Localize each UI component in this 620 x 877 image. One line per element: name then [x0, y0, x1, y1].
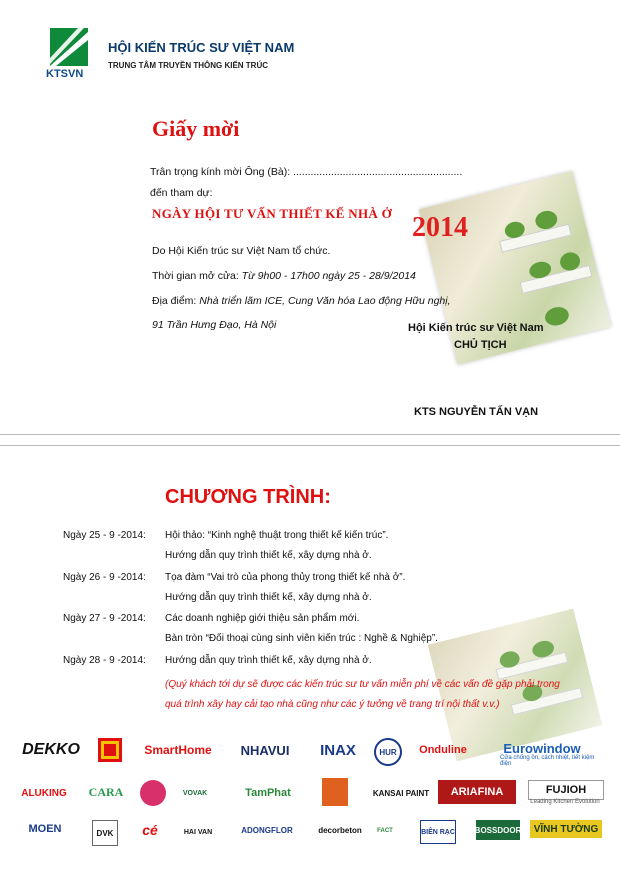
interior-photo — [419, 171, 611, 364]
organizer-line: Do Hội Kiến trúc sư Việt Nam tổ chức. — [152, 245, 331, 257]
photo-plant — [543, 305, 571, 328]
sponsor-logo: FACT — [377, 828, 393, 834]
logo-emblem-icon — [50, 28, 88, 66]
invitation-title: Giấy mời — [152, 116, 240, 141]
logo-text: KTSVN — [46, 68, 84, 80]
sponsor-logo: INAX — [320, 741, 356, 759]
program-title: CHƯƠNG TRÌNH: — [165, 486, 331, 508]
event-name: NGÀY HỘI TƯ VẤN THIẾT KẾ NHÀ Ở — [152, 206, 393, 221]
sponsor-logo: FUJIOH — [528, 780, 604, 800]
signer-name: KTS NGUYỄN TẤN VẠN — [414, 406, 539, 418]
sponsor-logo: Onduline — [419, 744, 467, 756]
sponsor-logo: ARIAFINA — [438, 780, 516, 804]
program-date: Ngày 27 - 9 -2014: — [63, 613, 146, 624]
sponsor-logo: TamPhat — [245, 787, 291, 799]
place-label: Địa điểm: — [152, 295, 197, 307]
sponsor-logo: VĨNH TƯỜNG — [530, 820, 602, 838]
sponsor-logo: VOVAK — [182, 789, 208, 797]
signer-organization: Hội Kiến trúc sư Việt Nam — [408, 322, 544, 334]
program-date: Ngày 25 - 9 -2014: — [63, 530, 146, 541]
sponsor-logo: HUR — [374, 738, 402, 766]
sponsor-logo: Eurowindow — [503, 740, 581, 756]
program-item: Hướng dẫn quy trình thiết kế, xây dựng nhà ở. — [165, 592, 372, 603]
sponsor-emblem-icon — [140, 780, 166, 806]
program-note: (Quý khách tới dự sẽ được các kiến trúc sư tư vấn miễn phí về các vấn đề gặp phải trong — [165, 679, 560, 690]
program-item: Hướng dẫn quy trình thiết kế, xây dựng nhà ở. — [165, 655, 372, 666]
sponsor-logo: BIÊN RẠC — [420, 820, 456, 844]
program-note: quá trình xây hay cải tạo nhà cũng như các ý tưởng về trang trí nội thất v.v.) — [165, 699, 500, 710]
program-date: Ngày 26 - 9 -2014: — [63, 572, 146, 583]
sponsor-logo: SmartHome — [144, 743, 212, 757]
program-item: Hội thảo: “Kinh nghệ thuật trong thiết kế kiến trúc”. — [165, 530, 389, 541]
sponsor-logo: MOEN — [28, 823, 62, 835]
sponsor-tagline: Cửa chống ồn, cách nhiệt, tiết kiệm điện — [500, 755, 595, 767]
sponsor-logo: CARA — [88, 784, 124, 799]
sponsor-tagline: Leading Kitchen Evolution — [530, 799, 600, 805]
sponsor-emblem-icon — [98, 738, 122, 762]
time-label: Thời gian mở cửa: — [152, 270, 239, 282]
place-value: Nhà triển lãm ICE, Cung Văn hóa Lao động Hữu nghị, — [199, 295, 451, 307]
sponsor-logo: BOSSDOOR — [476, 820, 520, 840]
greeting-line: Trân trọng kính mời Ông (Bà): .......................................................... — [150, 166, 463, 178]
sponsor-logo: DEKKO — [22, 741, 80, 758]
sponsor-logo: KANSAI PAINT — [372, 788, 430, 798]
program-item: Hướng dẫn quy trình thiết kế, xây dựng nhà ở. — [165, 550, 372, 561]
sponsor-logo: ADONGFLOR — [241, 825, 293, 835]
program-item: Các doanh nghiệp giới thiệu sản phẩm mới. — [165, 613, 360, 624]
org-name: HỘI KIẾN TRÚC SƯ VIỆT NAM — [108, 40, 295, 55]
ktsvn-logo — [50, 28, 88, 66]
time-value: Từ 9h00 - 17h00 ngày 25 - 28/9/2014 — [241, 270, 416, 282]
sponsor-logo: decorbeton — [318, 825, 362, 835]
program-item: Tọa đàm “Vai trò của phong thủy trong thiết kế nhà ở”. — [165, 572, 406, 583]
sponsor-logo: ALUKING — [21, 787, 67, 799]
sponsor-logo: NHAVUI — [240, 742, 290, 758]
venue-address: 91 Trần Hưng Đạo, Hà Nội — [152, 319, 277, 331]
sponsor-logo: cé — [142, 822, 158, 838]
program-item: Bàn tròn “Đối thoại cùng sinh viên kiến trúc : Nghề & Nghiệp”. — [165, 633, 438, 644]
sponsor-logo: HAI VAN — [183, 828, 213, 836]
opening-time — [152, 270, 416, 282]
attend-line: đến tham dự: — [150, 187, 213, 199]
signer-title: CHỦ TỊCH — [454, 339, 507, 351]
org-subtitle: TRUNG TÂM TRUYỀN THÔNG KIẾN TRÚC — [108, 61, 268, 70]
sponsor-emblem-icon — [322, 778, 348, 806]
program-date: Ngày 28 - 9 -2014: — [63, 655, 146, 666]
page-divider — [0, 434, 620, 446]
venue — [152, 295, 451, 307]
event-year: 2014 — [412, 212, 468, 243]
sponsor-logo: DVK — [92, 820, 118, 846]
